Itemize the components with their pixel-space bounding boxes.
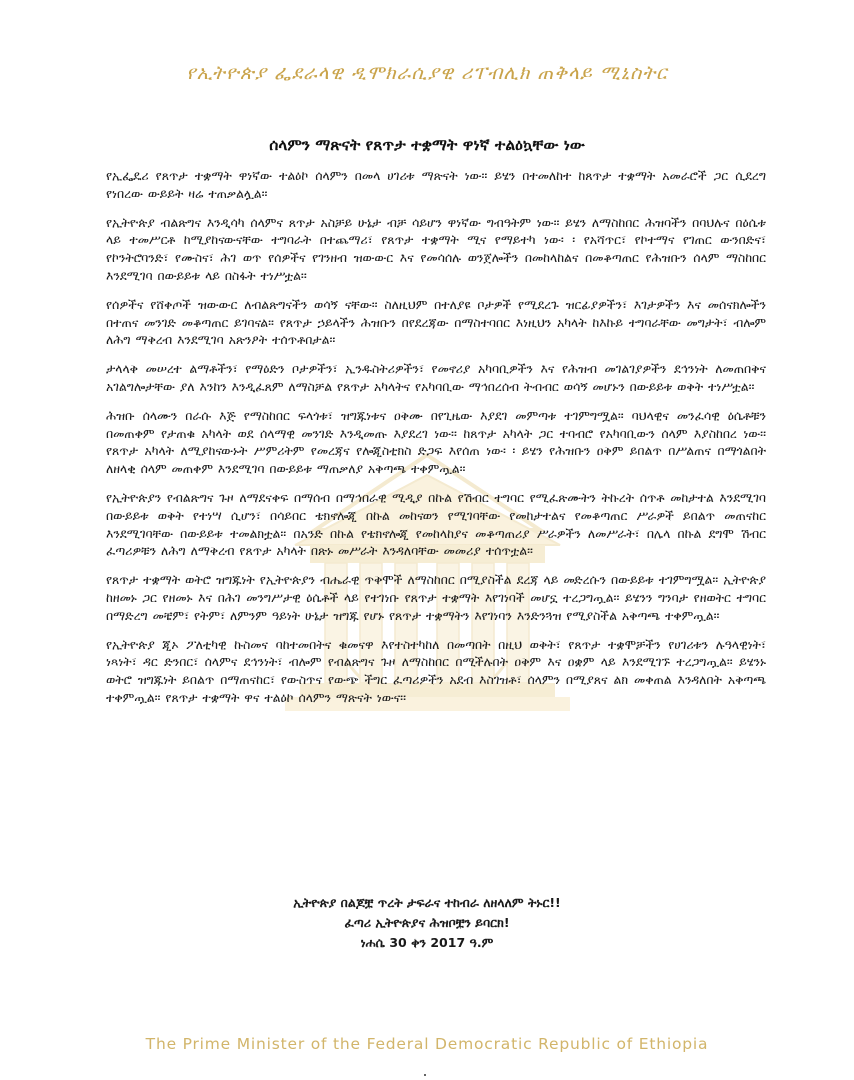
document-body (106, 167, 766, 718)
paragraph: የኢፌዴሪ የጸጥታ ተቋማት ዋነኛው ተልዕኮ ሰላምን በመላ ሀገሪቱ ማጽናት ነው፡፡ ይሄን በተመለከተ ከጸጥታ ተቋማት አመራሮች ጋር ሲደረግ የነበረው ውይይት ዛሬ ተጠቃልሏል፡፡ (106, 168, 766, 201)
letterhead-footer: The Prime Minister of the Federal Democratic Republic of Ethiopia (145, 1035, 709, 1053)
paragraph: የኢትዮጵያ ጂኦ ፖለቲካዊ ኩስመና ባከተመበትና ቁመናዋ እየተስተካከለ በመጣበት በዚህ ወቅት፣ የጸጥታ ተቋሞቻችን የሀገሪቱን ሉዓላዊነት፣ ነጻነት፣ ዳር ድንበር፣ ሰላምና ደኅንነት፣ ብሎም የብልጽግና ጉዞ ለማስከበር በሚችሉበት ዐቅም እና ዐቋም ላይ እንደሚገኙ ተረጋግጧል፡፡ ይሄንኑ ወትሮ ዝግጁነት ይበልጥ በማጠናከር፣ የውስጥና የውጭ ችግር ፈጣሪዎችን አደብ እስገዝቶ፣ ሰላምን በሚያጸና ልክ መቀጠል እንዳለበት አቅጣጫ ተቀምጧል፡፡ የጸጥታ ተቋማት ዋና ተልዕኮ ሰላምን ማጽናት ነውና፡፡ (106, 636, 766, 705)
page-mark (424, 1074, 426, 1076)
paragraph: የኢትዮጵያ ብልጽግና እንዲሳካ ሰላምና ጸጥታ አስቻይ ሁኔታ ብቻ ሳይሆን ዋነኛው ግብዓትም ነው፡፡ ይሄን ለማስከበር ሕዝባችን በባህሉና በዕሴቱ ላይ ተመሥርቶ ከሚያከናውናቸው ተግባራት በተጨማሪ፣ የጸጥታ ተቋማት ሚና የማይተካ ነው፡ ፡ የአሻጥር፣ የኮተማና የገጠር ውንበድና፣ የኮንትሮባንድ፣ የሙስና፣ ሕገ ወጥ የሰዎችና የገንዘብ ዝውውር እና የመሳሰሉ ወንጀሎችን በመከላከልና በመቆጣጠር የሕዝቡን ሰላም ማስከበር እንደሚገባ በውይይቱ ላይ በስፋት ተነሥቷል፡፡ (106, 214, 766, 283)
paragraph: የሰዎችና የሸቀጦች ዝውውር ለብልጽግናችን ወሳኝ ናቸው፡፡ ስለዚህም በተለያዩ ቦታዎች የሚደረጉ ዝርፊያዎችን፣ እገታዎችን እና መሰናክሎችን በተጠና መንገድ መቆጣጠር ይገባናል፡፡ የጸጥታ ኃይላችን ሕዝቡን በየደረጃው በማስተባበር እነዚህን አካላት ከእኩይ ተግባራቸው መግታት፣ ብሎም ለሕግ ማቅረብ እንደሚገባ አጽንዖት ተሰጥቶበታል፡፡ (106, 296, 766, 348)
letterhead-title: የኢትዮጵያ ፌደራላዊ ዲሞክራሲያዊ ሪፐብሊክ ጠቅላይ ሚኒስትር (186, 62, 668, 84)
paragraph: የጸጥታ ተቋማት ወትሮ ዝግጁነት የኢትዮጵያን ብሔራዊ ጥቅሞች ለማስከበር በሚያስችል ደረጃ ላይ መድረሱን በውይይቱ ተገምግሟል፡፡ ኢትዮጵያ ከዘመኑ ጋር የዘመኑ እና በሕገ መንግሥታዊ ዕሴቶች ላይ የተገነቡ የጸጥታ ተቋማት እየገነባች መሆኗ ተረጋግጧል፡፡ ይሄንን ግንባታ የዘወትር ተግባር በማድረግ መቼም፣ የትም፣ ለምንም ዓይነት ሁኔታ ዝግጁ የሆኑ የጸጥታ ተቋማትን እየገነባን እንድንጓዝ የሚያስችል አቅጣጫ ተቀምጧል፡፡ (106, 572, 766, 623)
closing-block (0, 893, 854, 953)
closing-line: ኢትዮጵያ በልጆቿ ጥረት ታፍራና ተከብራ ለዘላለም ትኑር!! (293, 895, 561, 910)
paragraph: የኢትዮጵያን የብልጽግና ጉዞ ለማደናቀፍ በማሰብ በማኅበራዊ ሚዲያ በኩል የሽብር ተግባር የሚፈጽሙትን ትኩረት ሰጥቶ መከታተል እንደሚገባ በውይይቱ ወቅት የተነሣ ሲሆን፣ በሳይበር ቴክኖሎጂ በኩል መከናወን የሚገባቸው የመከታተልና የመቆጣጠር ሥራዎች ይበልጥ መጠናከር እንደሚገባቸው በውይይቱ ተመልክቷል፡፡ በአንድ በኩል የቴክኖሎጂ የመከላከያና መቆጣጠሪያ ሥራዎችን ለመሥራት፣ በሌላ በኩል ደግሞ ሽብር ፈጣሪዎቹን ለሕግ ለማቅረብ የጸጥታ አካላት በጽኑ መሥራት እንዳለባቸው መመሪያ ተሰጥቷል፡፡ (106, 489, 767, 559)
paragraph: ታላላቅ መሠረተ ልማቶችን፣ የማዕድን ቦታዎችን፣ ኢንዱስትሪዎችን፣ የመኖሪያ አካባቢዎችን እና የሕዝብ መገልገያዎችን ደኅንነት ለመጠበቅና አገልግሎታቸው ያለ እንከን እንዲፈጸም ለማስቻል የጸጥታ አካላትና የአካባቢው ማኅበረሰብ ትብብር ወሳኝ መሆኑን በውይይቱ ወቅት ተነሥቷል፡፡ (106, 361, 766, 394)
paragraph: ሕዝቡ ሰላሙን በራሱ እጅ የማስከበር ፍላጎቱ፣ ዝግጁነቱና ዐቅሙ በየጊዜው እያደገ መምጣቱ ተገምግሟል፡፡ ባህላዊና መንፈሳዊ ዕሴቶቹን በመጠቀም የታጠቁ አካላት ወደ ሰላማዊ መንገድ እንዲመጡ እያደረገ ነው፡፡ ከጸጥታ አካላት ጋር ተባብሮ የአካባቢውን ሰላም እያስከበረ ነው፡፡ የጸጥታ አካላት ለሚያከናውኑት ሥምሪትም የመረጃና የሎጂስቲክስ ድጋፍ እየሰጠ ነው፡ ፡ ይሄን የሕዝቡን ዐቅም ይበልጥ በሥልጠና በማጎልበት ለዘላቂ ሰላም መጠቀም እንደሚገባ በውይይቱ ማጠቃለያ አቅጣጫ ተቀምጧል፡፡ (106, 407, 766, 477)
document-date: ነሐሴ 30 ቀን 2017 ዓ.ም (360, 935, 494, 950)
closing-line: ፈጣሪ ኢትዮጵያና ሕዝቦቿን ይባርክ! (344, 915, 510, 930)
document-title: ሰላምን ማጽናት የጸጥታ ተቋማት ዋነኛ ተልዕኳቸው ነው (269, 136, 585, 154)
